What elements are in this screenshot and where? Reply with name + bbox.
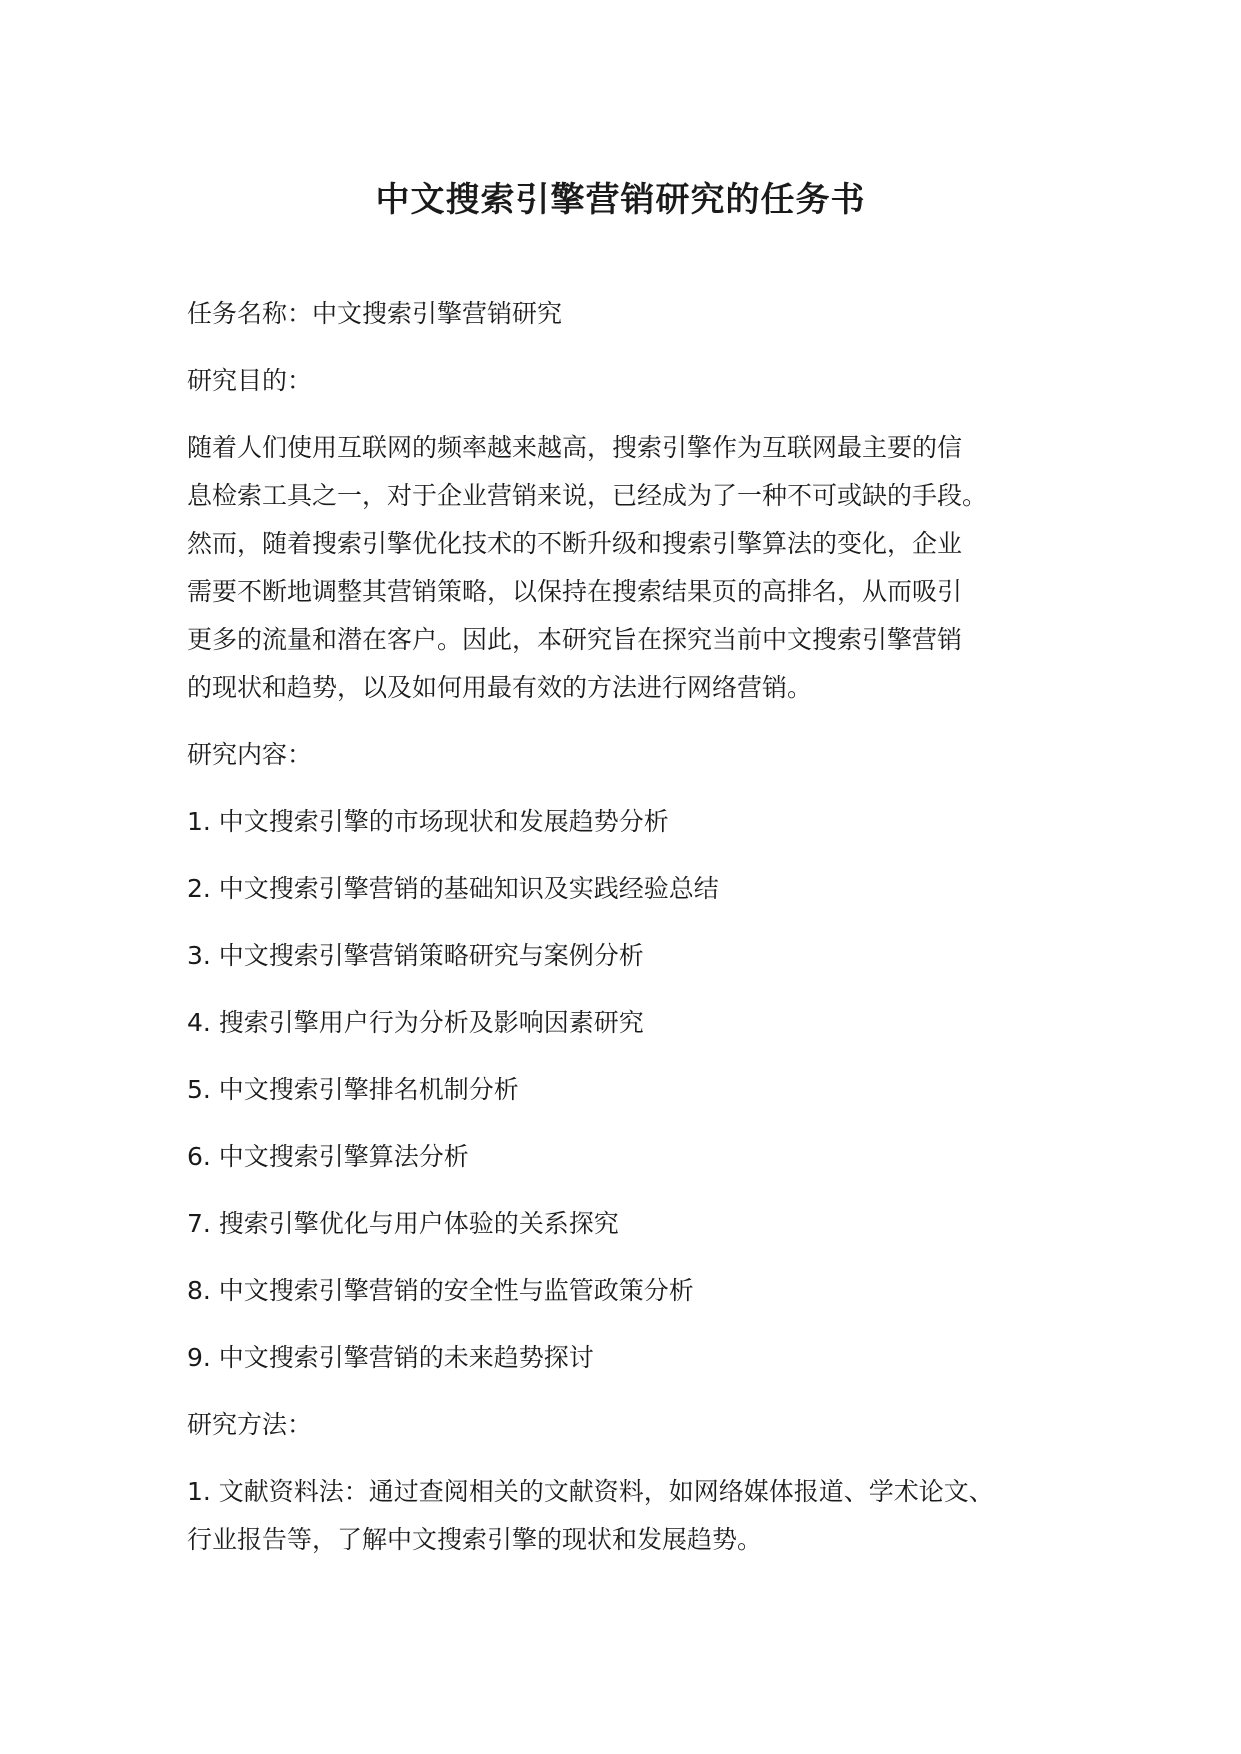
method-line: 行业报告等，了解中文搜索引擎的现状和发展趋势。	[187, 1525, 763, 1554]
document-title: 中文搜索引擎营销研究的任务书	[375, 180, 866, 220]
purpose-line: 需要不断地调整其营销策略，以保持在搜索结果页的高排名，从而吸引	[187, 577, 963, 606]
purpose-line: 然而，随着搜索引擎优化技术的不断升级和搜索引擎算法的变化，企业	[187, 529, 963, 558]
purpose-line: 的现状和趋势，以及如何用最有效的方法进行网络营销。	[187, 673, 813, 702]
content-item: 6. 中文搜索引擎算法分析	[187, 1142, 469, 1171]
purpose-heading: 研究目的：	[187, 366, 313, 395]
content-item: 7. 搜索引擎优化与用户体验的关系探究	[187, 1209, 619, 1238]
method-heading: 研究方法：	[187, 1410, 313, 1439]
purpose-line: 息检索工具之一，对于企业营销来说，已经成为了一种不可或缺的手段。	[187, 481, 988, 510]
purpose-line: 更多的流量和潜在客户。因此，本研究旨在探究当前中文搜索引擎营销	[187, 625, 963, 654]
method-line: 1. 文献资料法：通过查阅相关的文献资料，如网络媒体报道、学术论文、	[187, 1477, 994, 1506]
content-item: 1. 中文搜索引擎的市场现状和发展趋势分析	[187, 807, 669, 836]
content-item: 2. 中文搜索引擎营销的基础知识及实践经验总结	[187, 874, 719, 903]
document-body	[187, 290, 1067, 1583]
content-item: 9. 中文搜索引擎营销的未来趋势探讨	[187, 1343, 594, 1372]
content-item: 4. 搜索引擎用户行为分析及影响因素研究	[187, 1008, 644, 1037]
content-item: 5. 中文搜索引擎排名机制分析	[187, 1075, 519, 1104]
purpose-paragraph	[187, 424, 1067, 712]
content-item: 3. 中文搜索引擎营销策略研究与案例分析	[187, 941, 644, 970]
content-item: 8. 中文搜索引擎营销的安全性与监管政策分析	[187, 1276, 694, 1305]
content-heading: 研究内容：	[187, 740, 313, 769]
method-item	[187, 1468, 1067, 1564]
purpose-line: 随着人们使用互联网的频率越来越高，搜索引擎作为互联网最主要的信	[187, 433, 963, 462]
task-name: 任务名称：中文搜索引擎营销研究	[187, 299, 563, 328]
